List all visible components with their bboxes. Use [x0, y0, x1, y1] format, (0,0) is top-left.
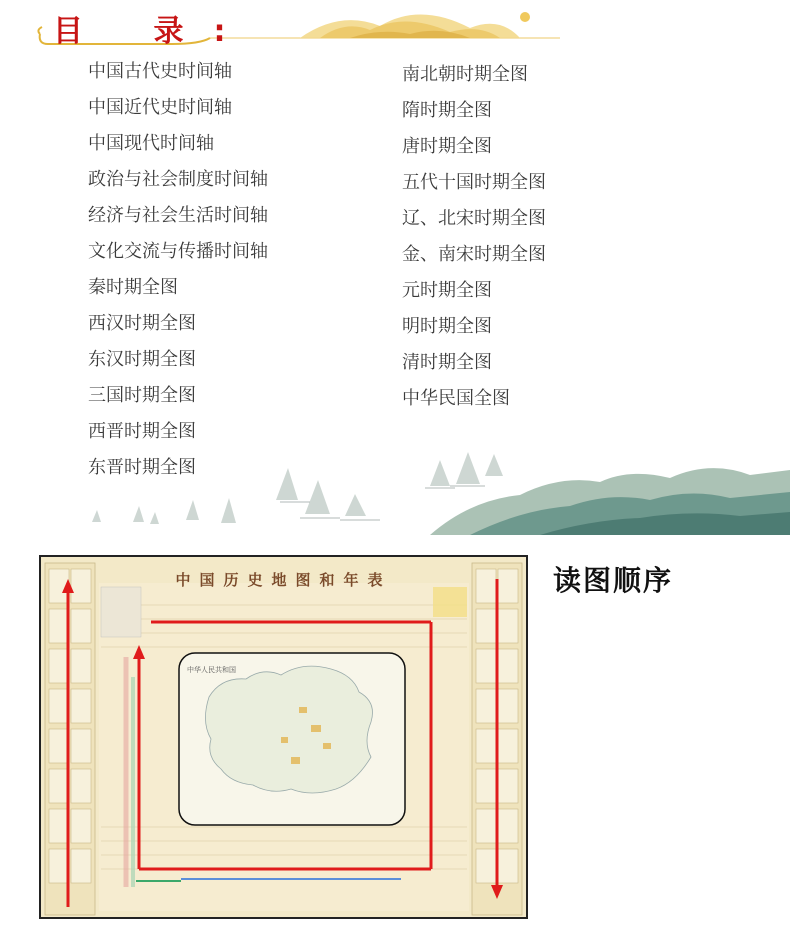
- reading-order-heading: 读图顺序: [553, 564, 674, 597]
- toc-item: 东汉时期全图: [88, 349, 196, 370]
- toc-list-right: [402, 57, 546, 417]
- toc-item: 中国现代时间轴: [88, 133, 214, 154]
- page-title: 目 录:: [53, 14, 256, 49]
- toc-item: 中国古代史时间轴: [88, 61, 232, 82]
- toc-item: 清时期全图: [402, 352, 492, 373]
- map-title: 中国历史地图和年表: [175, 571, 392, 589]
- history-map-image: [39, 555, 528, 919]
- toc-item: 文化交流与传播时间轴: [88, 241, 268, 262]
- toc-item: 政治与社会制度时间轴: [88, 169, 268, 190]
- toc-item: 明时期全图: [402, 316, 492, 337]
- toc-item: 经济与社会生活时间轴: [88, 205, 268, 226]
- toc-item: 金、南宋时期全图: [402, 244, 546, 265]
- ink-landscape-illustration: [0, 440, 790, 535]
- toc-header: [0, 0, 790, 50]
- toc-item: 唐时期全图: [402, 136, 492, 157]
- toc-item: 东晋时期全图: [88, 457, 196, 478]
- toc-item: 中华民国全图: [402, 388, 510, 409]
- toc-item: 中国近代史时间轴: [88, 97, 232, 118]
- toc-item: 辽、北宋时期全图: [402, 208, 546, 229]
- toc-item: 西汉时期全图: [88, 313, 196, 334]
- map-thumbnail-graphic: [41, 557, 526, 917]
- toc-item: 三国时期全图: [88, 385, 196, 406]
- toc-item: 西晋时期全图: [88, 421, 196, 442]
- toc-item: 五代十国时期全图: [402, 172, 546, 193]
- toc-item: 南北朝时期全图: [402, 64, 528, 85]
- toc-item: 元时期全图: [402, 280, 492, 301]
- toc-list-left: [88, 54, 268, 486]
- toc-item: 隋时期全图: [402, 100, 492, 121]
- inset-map-label: 中华人民共和国: [187, 666, 236, 674]
- toc-item: 秦时期全图: [88, 277, 178, 298]
